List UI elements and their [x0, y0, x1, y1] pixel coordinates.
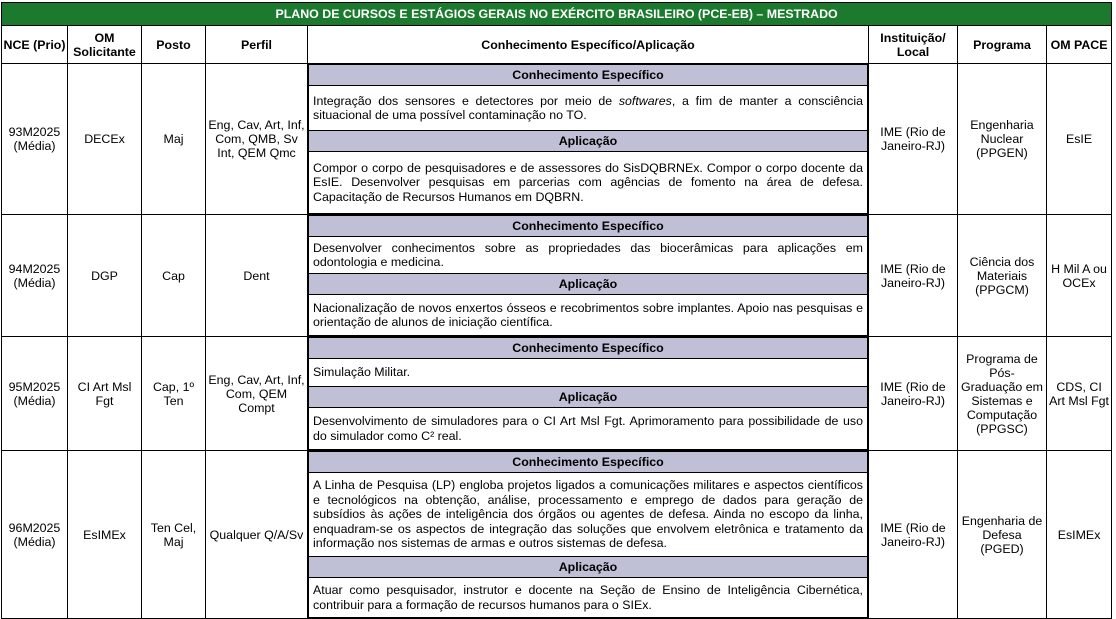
table-row — [2, 215, 1112, 337]
cell-programa: Engenharia de Defesa (PGED) — [958, 451, 1047, 619]
aplicacao-text: Compor o corpo de pesquisadores e de assessores do SisDQBRNEx. Compor o corpo docente da EsIE. Desenvolver pesquisas em parcerias com agências de fomento na área de defesa. Capacitação de Recursos Humanos em DQBRN. — [309, 152, 868, 214]
section-header-aplicacao: Aplicação — [309, 131, 868, 152]
table-row — [2, 337, 1112, 451]
cell-nce: 93M2025 (Média) — [2, 64, 68, 215]
conhecimento-text: A Linha de Pesquisa (LP) engloba projetos ligados a comunicações militares e aspectos científicos e tecnológicos na obtenção, análise, processamento e emprego de dados para geração de subsídios às ações de inteligência dos órgãos ou agentes de defesa. Ainda no escopo da linha, enquadram-se os aspectos de integração das soluções que envolvem eletrônica e tratamento da informação nos sistemas de armas e outros sistemas de defesa. — [309, 473, 868, 557]
cell-perfil: Eng, Cav, Art, Inf, Com, QMB, Sv Int, QEM Qmc — [206, 64, 308, 215]
cell-perfil: Qualquer Q/A/Sv — [206, 451, 308, 619]
cell-om-solicitante: EsIMEx — [68, 451, 142, 619]
section-header-aplicacao: Aplicação — [309, 557, 868, 578]
cell-nce: 94M2025 (Média) — [2, 215, 68, 337]
cell-perfil: Dent — [206, 215, 308, 337]
conhecimento-text: Simulação Militar. — [309, 359, 868, 387]
cell-nce: 95M2025 (Média) — [2, 337, 68, 451]
conhecimento-text: Integração dos sensores e detectores por meio de softwares, a fim de manter a consciência situacional de uma possível contaminação no TO. — [309, 86, 868, 131]
cell-om-solicitante: DECEx — [68, 64, 142, 215]
aplicacao-text: Nacionalização de novos enxertos ósseos e recobrimentos sobre implantes. Apoio nas pesquisas e orientação de alunos de iniciação científica. — [309, 295, 868, 336]
section-header-conhecimento: Conhecimento Específico — [309, 216, 868, 237]
header-instituicao: Instituição/ Local — [869, 26, 958, 64]
cell-om-solicitante: DGP — [68, 215, 142, 337]
conhecimento-text: Desenvolver conhecimentos sobre as propriedades das biocerâmicas para aplicações em odontologia e medicina. — [309, 237, 868, 274]
header-perfil: Perfil — [206, 26, 308, 64]
cell-nce: 96M2025 (Média) — [2, 451, 68, 619]
cell-posto: Maj — [142, 64, 206, 215]
cell-conhecimento-aplicacao — [308, 64, 869, 215]
cell-conhecimento-aplicacao — [308, 337, 869, 451]
cell-instituicao: IME (Rio de Janeiro-RJ) — [869, 64, 958, 215]
table-row — [2, 64, 1112, 215]
aplicacao-text: Atuar como pesquisador, instrutor e docente na Seção de Ensino de Inteligência Cibernética, contribuir para a formação de recursos humanos para o SIEx. — [309, 578, 868, 618]
section-header-conhecimento: Conhecimento Específico — [309, 452, 868, 473]
cell-instituicao: IME (Rio de Janeiro-RJ) — [869, 215, 958, 337]
header-programa: Programa — [958, 26, 1047, 64]
cell-programa: Ciência dos Materiais (PPGCM) — [958, 215, 1047, 337]
section-header-aplicacao: Aplicação — [309, 387, 868, 408]
cell-om-pace: EsIMEx — [1047, 451, 1112, 619]
cell-instituicao: IME (Rio de Janeiro-RJ) — [869, 451, 958, 619]
cell-posto: Ten Cel, Maj — [142, 451, 206, 619]
table-row — [2, 451, 1112, 619]
cell-om-pace: EsIE — [1047, 64, 1112, 215]
header-nce: NCE (Prio) — [2, 26, 68, 64]
header-posto: Posto — [142, 26, 206, 64]
table-title: PLANO DE CURSOS E ESTÁGIOS GERAIS NO EXÉRCITO BRASILEIRO (PCE-EB) – MESTRADO — [2, 3, 1112, 26]
cell-instituicao: IME (Rio de Janeiro-RJ) — [869, 337, 958, 451]
section-header-conhecimento: Conhecimento Específico — [309, 65, 868, 86]
cell-programa: Programa de Pós-Graduação em Sistemas e Computação (PPGSC) — [958, 337, 1047, 451]
cell-posto: Cap, 1º Ten — [142, 337, 206, 451]
section-header-aplicacao: Aplicação — [309, 274, 868, 295]
cell-programa: Engenharia Nuclear (PPGEN) — [958, 64, 1047, 215]
cell-conhecimento-aplicacao — [308, 451, 869, 619]
header-conhecimento: Conhecimento Específico/Aplicação — [308, 26, 869, 64]
cell-om-solicitante: CI Art Msl Fgt — [68, 337, 142, 451]
cell-om-pace: CDS, CI Art Msl Fgt — [1047, 337, 1112, 451]
header-om-solicitante: OM Solicitante — [68, 26, 142, 64]
section-header-conhecimento: Conhecimento Específico — [309, 338, 868, 359]
courses-table — [1, 2, 1112, 619]
cell-perfil: Eng, Cav, Art, Inf, Com, QEM Compt — [206, 337, 308, 451]
aplicacao-text: Desenvolvimento de simuladores para o CI Art Msl Fgt. Aprimoramento para possibilidade de uso do simulador como C² real. — [309, 408, 868, 450]
cell-om-pace: H Mil A ou OCEx — [1047, 215, 1112, 337]
header-om-pace: OM PACE — [1047, 26, 1112, 64]
cell-posto: Cap — [142, 215, 206, 337]
cell-conhecimento-aplicacao — [308, 215, 869, 337]
header-row — [2, 26, 1112, 64]
